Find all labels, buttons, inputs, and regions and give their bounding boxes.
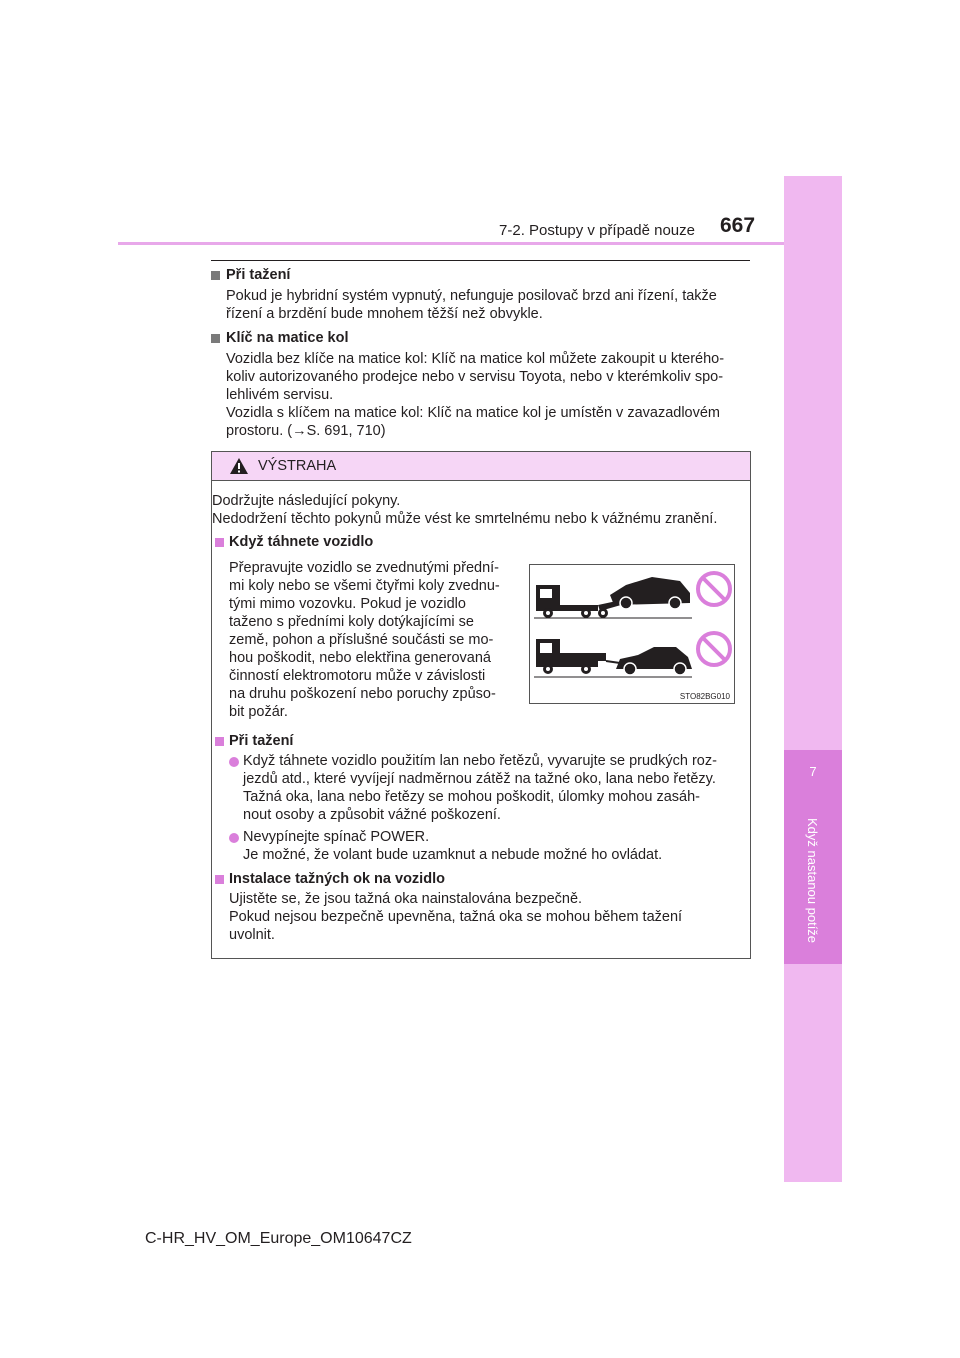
header-rule [118,242,784,245]
text-line: koliv autorizovaného prodejce nebo v servisu Toyota, nebo v kterémkoliv spo- [226,369,724,385]
towing-text [229,559,519,721]
text-line: Dodržujte následující pokyny. [212,493,401,509]
square-bullet-icon [215,875,224,884]
text-line: mi koly nebo se všemi čtyřmi koly zvednu- [229,578,500,594]
text-line: nout osoby a způsobit vážné poškození. [243,807,501,823]
text-line: Pokud je hybridní systém vypnutý, nefunguje posilovač brzd ani řízení, takže [226,288,717,304]
text-line: činností elektromotoru může v závislosti [229,668,486,684]
tow-truck-illustration [530,565,734,703]
text-line: tými mimo vozovku. Pokud je vozidlo [229,596,466,612]
figure-code: STO82BG010 [679,692,730,701]
hooks-text [229,890,743,944]
text-line: Je možné, že volant bude uzamknut a nebude možné ho ovládat. [243,847,663,863]
chapter-title: Když nastanou potíže [805,818,820,944]
warning-title: VÝSTRAHA [258,458,337,474]
text-line: jezdů atd., které vyvíjejí nadměrnou zátěž na tažné oko, lana nebo řetězy. [243,771,716,787]
square-bullet-icon [215,737,224,746]
tow-truck-bottom [534,639,692,677]
text-line: uvolnit. [229,927,275,943]
text-line: prostoru. (→S. 691, 710) [226,423,386,439]
content-rule [211,260,750,261]
text-line: řízení a brzdění bude mnohem těžší než obvykle. [226,306,543,322]
section-heading: Při tažení [226,267,291,283]
text-line: Vozidla s klíčem na matice kol: Klíč na matice kol je umístěn v zavazadlovém [226,405,721,421]
hooks-heading: Instalace tažných ok na vozidlo [229,871,445,887]
text-line: na druhu poškození nebo poruchy způso- [229,686,496,702]
section-body [211,287,751,323]
text-line: Přepravujte vozidlo se zvednutými přední- [229,560,499,576]
text-line: taženo s předními koly dotýkajícími se [229,614,474,630]
prohibited-icon [698,633,730,665]
text-line: hou poškodit, nebo elektřina generovaná [229,650,491,666]
text-line: Ujistěte se, že jsou tažná oka nainstalována bezpečně. [229,891,583,907]
text-line: Nevypínejte spínač POWER. [243,829,430,845]
section-heading: Klíč na matice kol [226,330,349,346]
square-bullet-icon [215,538,224,547]
text-line: Tažná oka, lana nebo řetězy se mohou poškodit, úlomky mohou zasáh- [243,789,701,805]
section-body [211,350,751,440]
circle-bullet-icon [229,833,239,843]
chapter-tab [784,176,842,1182]
warning-intro [212,492,748,528]
warning-box [211,451,751,959]
page-number: 667 [720,214,756,237]
text-line: bit požár. [229,704,288,720]
text-line: Nedodržení těchto pokynů může vést ke smrtelnému nebo k vážnému zranění. [212,511,718,527]
warning-triangle-icon [229,457,249,475]
text-line: lehlivém servisu. [226,387,334,403]
section-wheel-nut-wrench [211,329,751,440]
text-line: Když táhnete vozidlo použitím lan nebo řetězů, vyvarujte se prudkých roz- [243,753,717,769]
text-line: země, pohon a příslušné součásti se mo- [229,632,494,648]
section-title: 7-2. Postupy v případě nouze [499,222,695,239]
text-line: Pokud nejsou bezpečně upevněna, tažná oka se mohou během tažení [229,909,683,925]
tow-truck-top [534,577,692,618]
towing-illustration [529,564,735,704]
square-bullet-icon [211,271,220,280]
square-bullet-icon [211,334,220,343]
document-code: C-HR_HV_OM_Europe_OM10647CZ [145,1230,412,1247]
section-towing [211,266,751,323]
text-line: Vozidla bez klíče na matice kol: Klíč na matice kol můžete zakoupit u kterého- [226,351,725,367]
pulling-bullet-2 [243,828,743,864]
warning-header [212,452,750,481]
pulling-heading: Při tažení [229,733,294,749]
towing-heading: Když táhnete vozidlo [229,534,374,550]
prohibited-icon [698,573,730,605]
pulling-bullet-1 [243,752,743,824]
circle-bullet-icon [229,757,239,767]
chapter-number: 7 [809,764,817,779]
